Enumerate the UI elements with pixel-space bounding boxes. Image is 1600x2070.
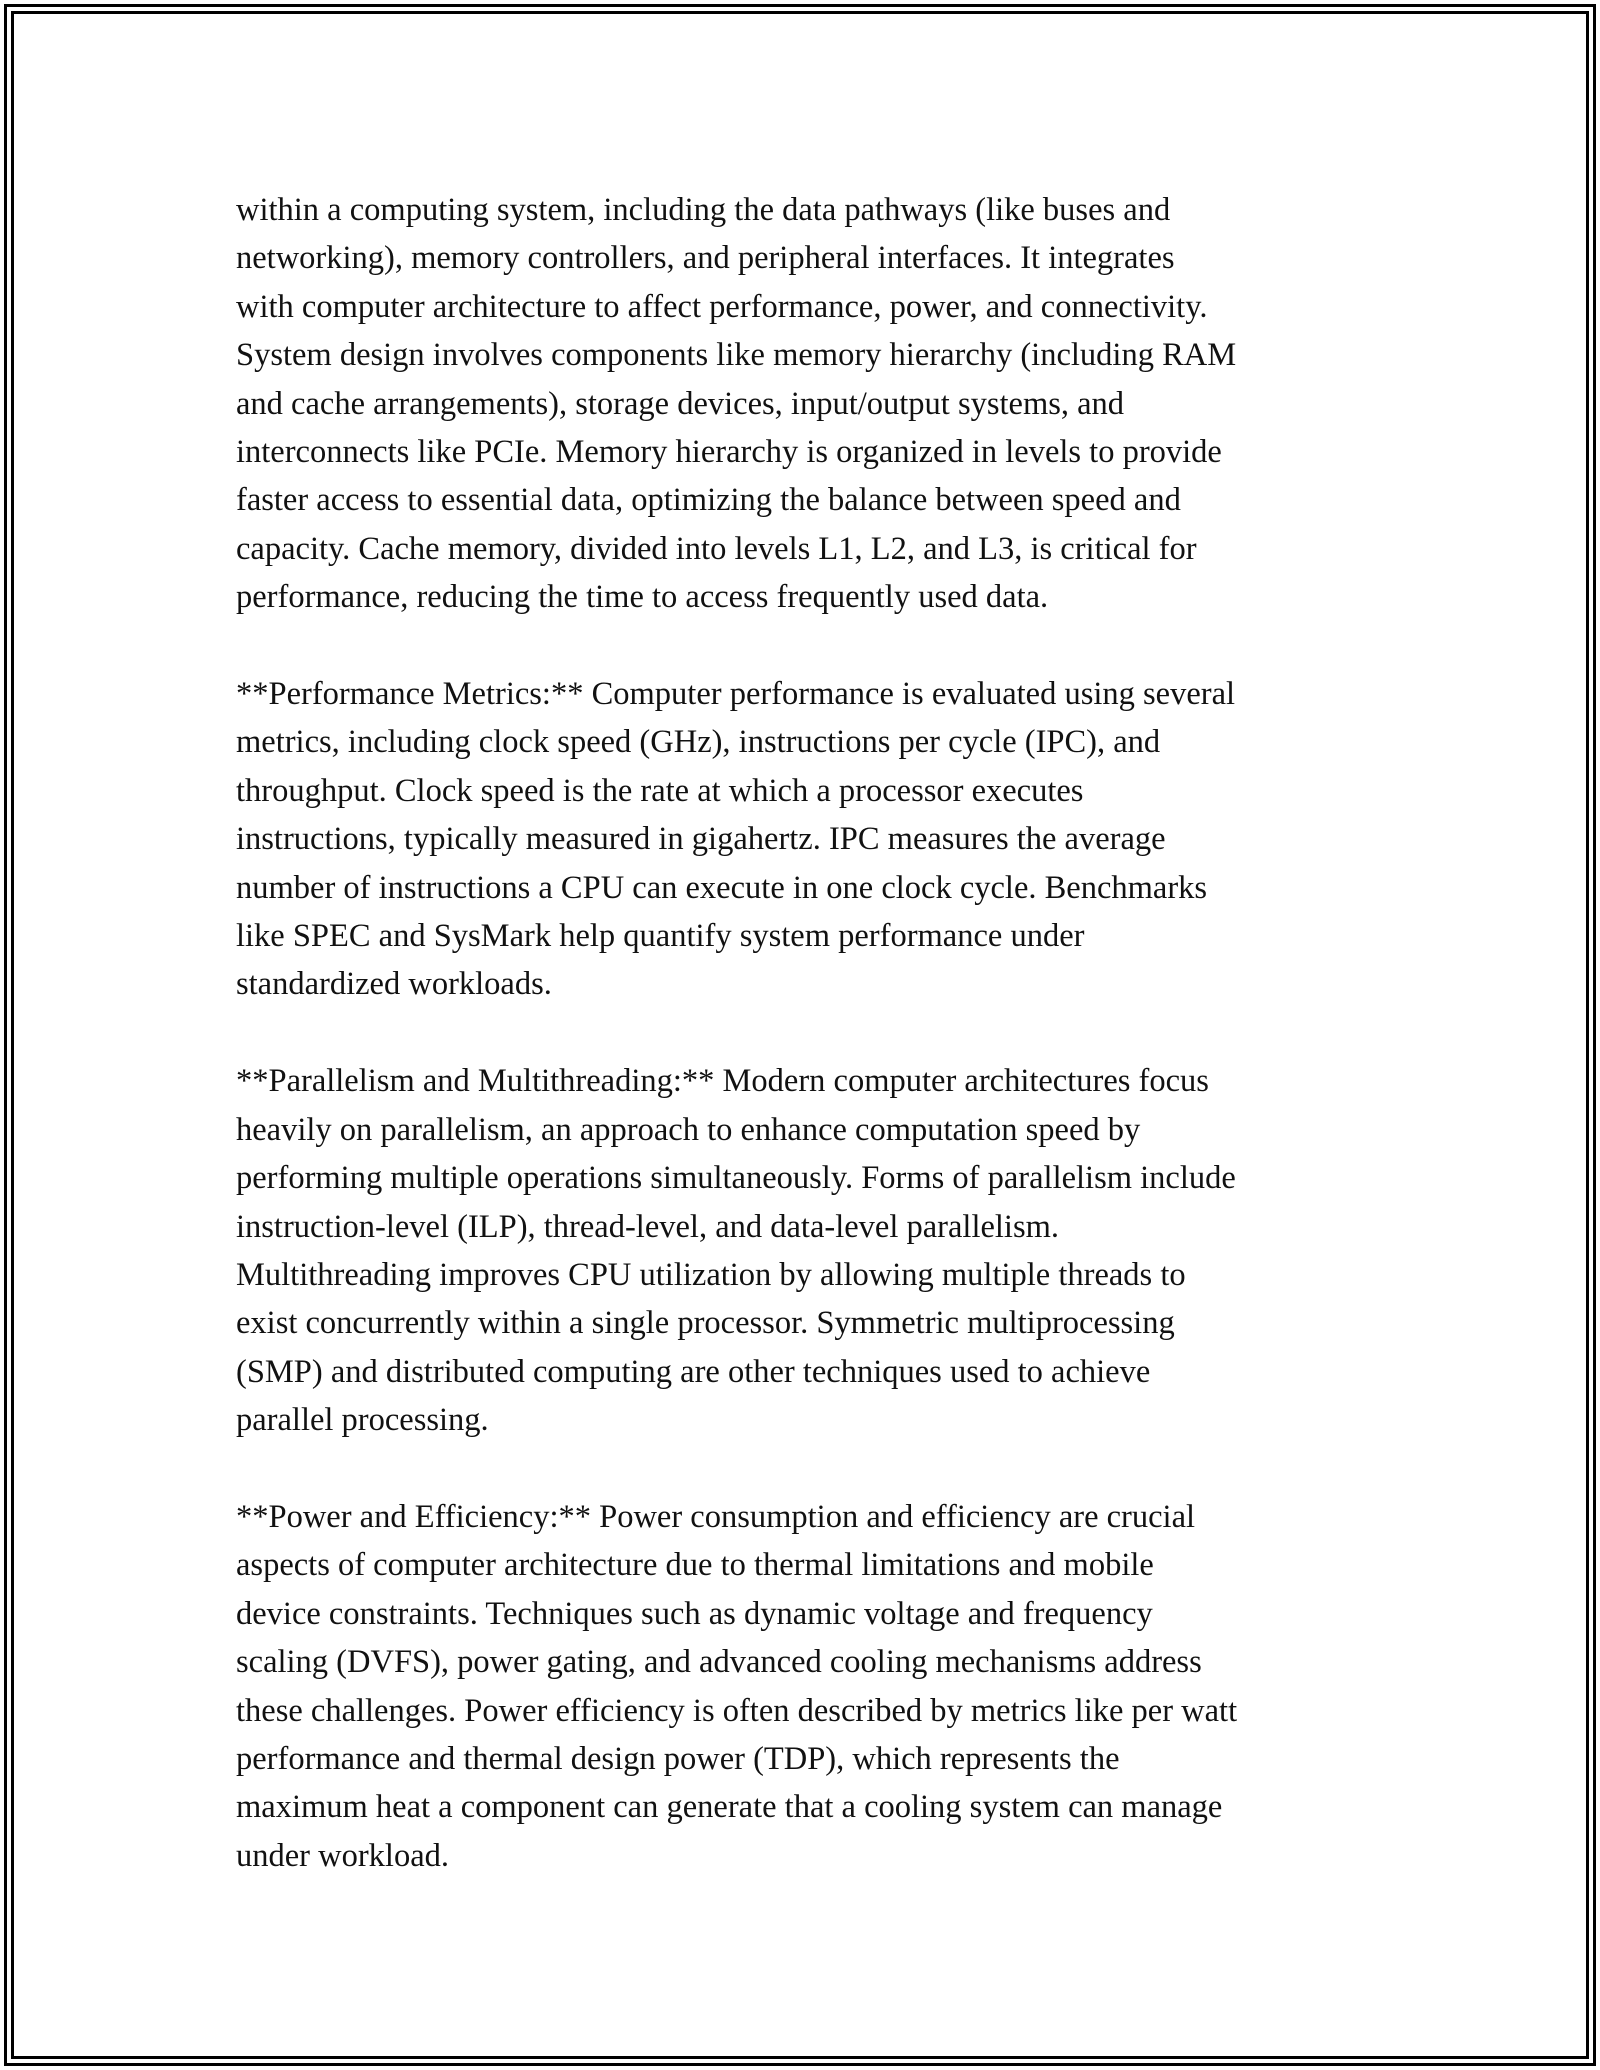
text-line: device constraints. Techniques such as dynamic voltage and frequency xyxy=(236,1595,1153,1632)
text-line: within a computing system, including the data pathways (like buses and xyxy=(236,192,1171,228)
text-line: interconnects like PCIe. Memory hierarchy is organized in levels to provide xyxy=(236,434,1222,471)
paragraph-performance-metrics xyxy=(236,670,1386,1009)
text-line: System design involves components like memory hierarchy (including RAM xyxy=(236,337,1237,374)
text-line: Multithreading improves CPU utilization by allowing multiple threads to xyxy=(236,1256,1186,1293)
text-line: these challenges. Power efficiency is often described by metrics like per watt xyxy=(236,1692,1238,1729)
text-line: metrics, including clock speed (GHz), instructions per cycle (IPC), and xyxy=(236,724,1161,761)
text-line: performance, reducing the time to access frequently used data. xyxy=(236,579,1049,616)
text-line: instructions, typically measured in gigahertz. IPC measures the average xyxy=(236,821,1166,858)
text-line: scaling (DVFS), power gating, and advanced cooling mechanisms address xyxy=(236,1644,1202,1681)
text-line: performance and thermal design power (TDP), which represents the xyxy=(236,1740,1120,1777)
text-line: capacity. Cache memory, divided into levels L1, L2, and L3, is critical for xyxy=(236,530,1197,567)
text-line: faster access to essential data, optimizing the balance between speed and xyxy=(236,482,1181,519)
paragraph-parallelism xyxy=(236,1057,1386,1444)
text-line: heavily on parallelism, an approach to enhance computation speed by xyxy=(236,1111,1141,1148)
text-line: number of instructions a CPU can execute in one clock cycle. Benchmarks xyxy=(236,869,1208,906)
text-line: **Parallelism and Multithreading:** Modern computer architectures focus xyxy=(236,1063,1209,1100)
text-line: like SPEC and SysMark help quantify system performance under xyxy=(236,918,1085,955)
text-line: under workload. xyxy=(236,1837,449,1874)
paragraph-system-design xyxy=(236,186,1386,622)
text-line: performing multiple operations simultaneously. Forms of parallelism include xyxy=(236,1160,1236,1197)
text-line: throughput. Clock speed is the rate at which a processor executes xyxy=(236,772,1084,809)
text-line: with computer architecture to affect performance, power, and connectivity. xyxy=(236,288,1208,325)
text-line: networking), memory controllers, and peripheral interfaces. It integrates xyxy=(236,240,1175,277)
text-line: **Performance Metrics:** Computer performance is evaluated using several xyxy=(236,676,1236,713)
document-body xyxy=(236,186,1386,1880)
paragraph-power-efficiency xyxy=(236,1493,1386,1880)
text-line: standardized workloads. xyxy=(236,966,552,1003)
text-line: exist concurrently within a single processor. Symmetric multiprocessing xyxy=(236,1305,1175,1342)
text-line: parallel processing. xyxy=(236,1402,489,1439)
text-line: aspects of computer architecture due to thermal limitations and mobile xyxy=(236,1547,1154,1584)
text-line: (SMP) and distributed computing are other techniques used to achieve xyxy=(236,1353,1151,1390)
text-line: and cache arrangements), storage devices, input/output systems, and xyxy=(236,385,1125,422)
text-line: **Power and Efficiency:** Power consumption and efficiency are crucial xyxy=(236,1498,1196,1535)
text-line: instruction-level (ILP), thread-level, and data-level parallelism. xyxy=(236,1208,1060,1245)
text-line: maximum heat a component can generate that a cooling system can manage xyxy=(236,1789,1223,1826)
